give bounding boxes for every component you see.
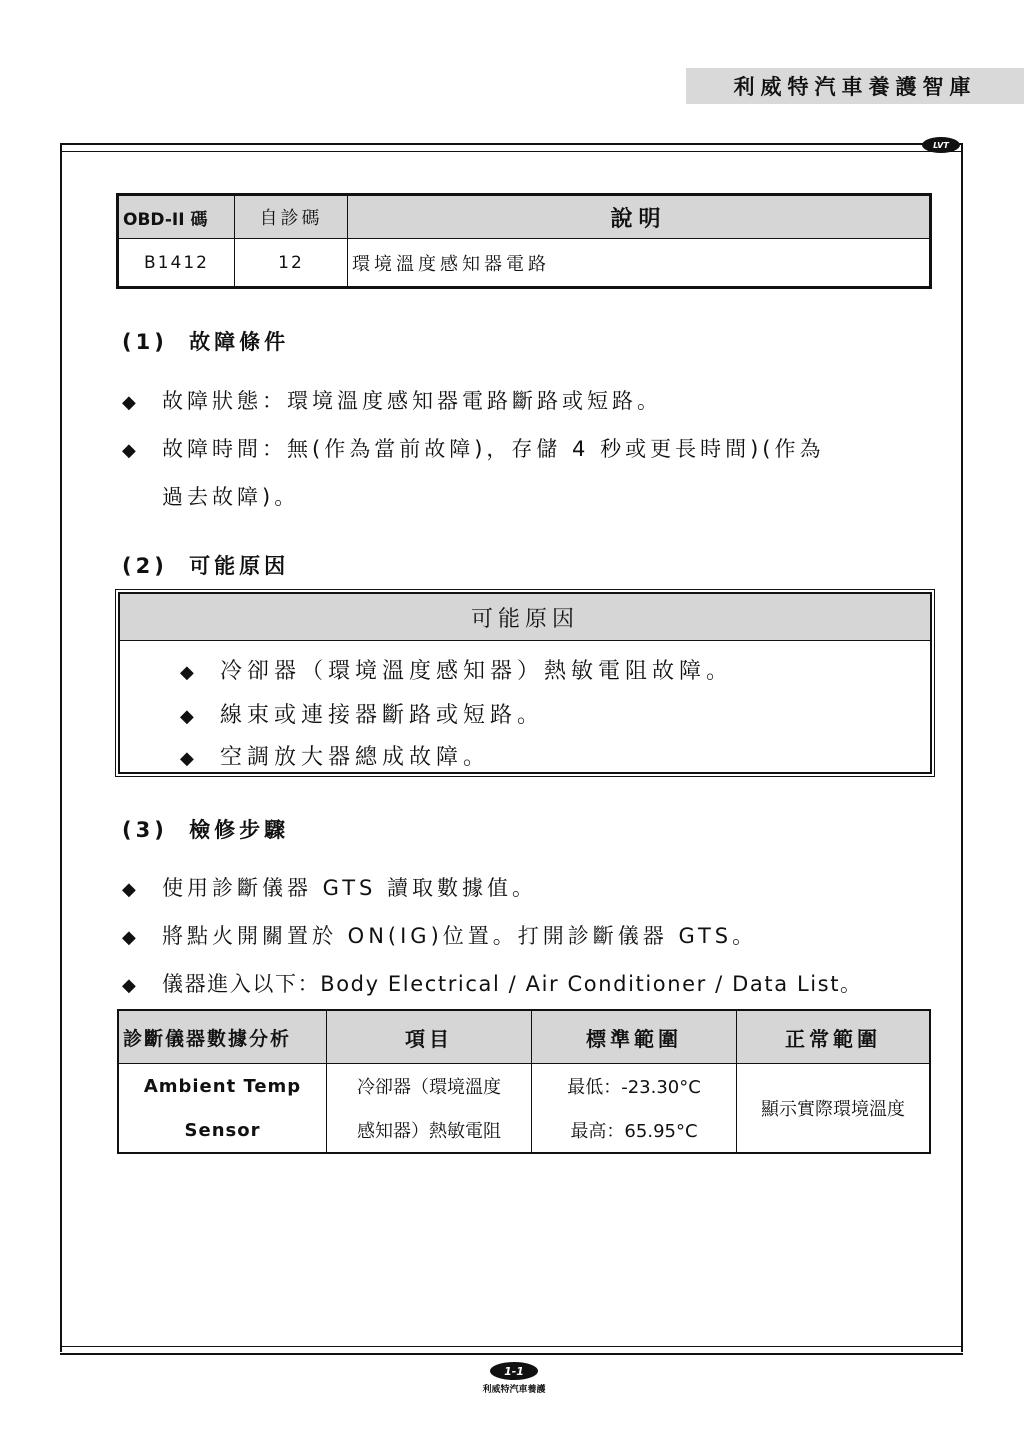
section2-number: (2) bbox=[122, 554, 168, 578]
self-diag-code-cell: 12 bbox=[235, 239, 348, 287]
header-brand-banner bbox=[686, 68, 1024, 104]
page-frame-bottom bbox=[60, 1346, 963, 1355]
item-name-line2: Sensor bbox=[119, 1108, 327, 1153]
data-header-row bbox=[119, 1011, 930, 1064]
list-item bbox=[180, 654, 733, 685]
page-caption: 利威特汽車養護 bbox=[482, 1385, 546, 1395]
list-item bbox=[122, 433, 824, 463]
list-item bbox=[180, 740, 490, 771]
dtc-code-table bbox=[118, 195, 930, 287]
brand-logo bbox=[922, 137, 960, 153]
standard-range-header: 標準範圍 bbox=[532, 1011, 737, 1064]
fault-status-text: 故障狀態：環境溫度感知器電路斷路或短路。 bbox=[162, 389, 662, 413]
cause-text: 線束或連接器斷路或短路。 bbox=[220, 703, 545, 728]
fault-time-text: 故障時間：無(作為當前故障)，存儲 4 秒或更長時間)(作為 bbox=[162, 437, 825, 461]
section2-heading: 可能原因 bbox=[189, 554, 290, 578]
dtc-header-row bbox=[119, 196, 930, 239]
obd-code-cell: B1412 bbox=[119, 239, 235, 287]
section3-heading: 檢修步驟 bbox=[189, 818, 290, 842]
section1-number: (1) bbox=[122, 330, 168, 354]
section3-number: (3) bbox=[122, 818, 168, 842]
self-diag-code-header: 自診碼 bbox=[235, 196, 348, 239]
diamond-bullet-icon: ◆ bbox=[122, 879, 140, 900]
page-frame-right bbox=[961, 143, 963, 1352]
section1-title bbox=[122, 326, 289, 356]
cause-text: 空調放大器總成故障。 bbox=[220, 745, 491, 770]
possible-causes-box bbox=[118, 592, 932, 774]
step-text: 將點火開關置於 ON(IG)位置。打開診斷儀器 GTS。 bbox=[162, 924, 758, 948]
diamond-bullet-icon: ◆ bbox=[122, 392, 140, 413]
normal-range-cell: 顯示實際環境溫度 bbox=[737, 1064, 930, 1153]
list-item bbox=[180, 698, 544, 729]
diamond-bullet-icon: ◆ bbox=[122, 975, 138, 996]
diamond-bullet-icon: ◆ bbox=[180, 706, 199, 727]
header-brand: 利威特汽車養護智庫 bbox=[733, 75, 977, 99]
diamond-bullet-icon: ◆ bbox=[180, 748, 199, 769]
obd-code-header: OBD-II 碼 bbox=[119, 196, 235, 239]
list-item bbox=[122, 385, 662, 415]
diamond-bullet-icon: ◆ bbox=[122, 440, 140, 461]
std-range-max: 最高：65.95°C bbox=[532, 1108, 737, 1153]
data-list-table bbox=[118, 1010, 930, 1153]
description-cell: 環境溫度感知器電路 bbox=[348, 239, 930, 287]
list-item bbox=[122, 920, 757, 950]
step-text: 儀器進入以下：Body Electrical / Air Conditioner / Data List。 bbox=[162, 972, 863, 996]
possible-causes-header: 可能原因 bbox=[120, 594, 930, 641]
item-header: 項目 bbox=[327, 1011, 532, 1064]
normal-range-header: 正常範圍 bbox=[737, 1011, 930, 1064]
table-row bbox=[119, 1064, 930, 1109]
diamond-bullet-icon: ◆ bbox=[180, 662, 199, 683]
page-number-badge bbox=[478, 1362, 550, 1398]
section3-title bbox=[122, 814, 289, 844]
list-item bbox=[122, 968, 863, 998]
page-frame-left bbox=[60, 143, 62, 1352]
list-item bbox=[122, 872, 537, 902]
page-frame-top bbox=[60, 140, 963, 152]
section1-heading: 故障條件 bbox=[189, 330, 290, 354]
section2-title bbox=[122, 550, 289, 580]
std-range-min: 最低：-23.30°C bbox=[532, 1064, 737, 1109]
diamond-bullet-icon: ◆ bbox=[122, 927, 140, 948]
step-text: 使用診斷儀器 GTS 讀取數據值。 bbox=[162, 876, 538, 900]
dtc-row bbox=[119, 239, 930, 287]
description-header: 說明 bbox=[348, 196, 930, 239]
item-name-line1: Ambient Temp bbox=[119, 1064, 327, 1109]
item-desc-line1: 冷卻器（環境溫度 bbox=[327, 1064, 532, 1109]
item-desc-line2: 感知器）熱敏電阻 bbox=[327, 1108, 532, 1153]
cause-text: 冷卻器（環境溫度感知器）熱敏電阻故障。 bbox=[220, 659, 734, 684]
fault-time-continuation: 過去故障)。 bbox=[162, 485, 300, 509]
brand-logo-text: LVT bbox=[933, 140, 949, 150]
analysis-header: 診斷儀器數據分析 bbox=[119, 1011, 327, 1064]
page-number: 1-1 bbox=[490, 1362, 538, 1380]
